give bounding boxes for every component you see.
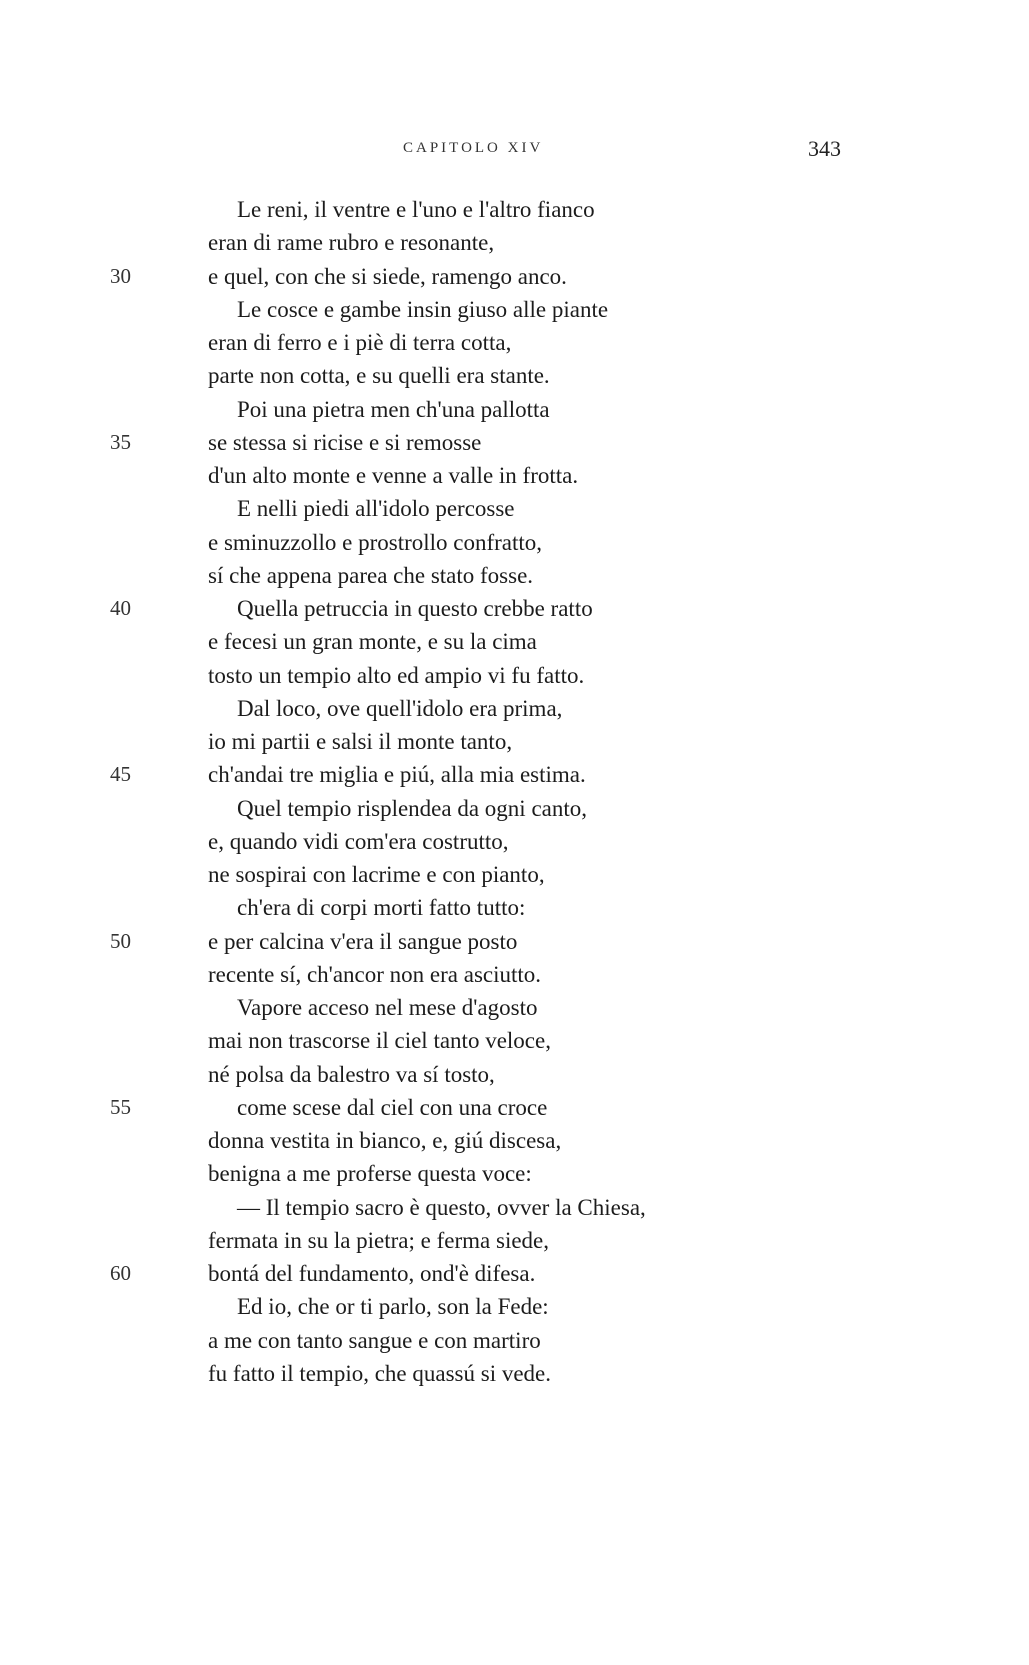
verse-number: 55 — [110, 1094, 131, 1119]
verse-text: a me con tanto sangue e con martiro — [208, 1327, 541, 1353]
verse-line — [0, 526, 1029, 559]
verse-line — [0, 1091, 1029, 1124]
verse-text: come scese dal ciel con una croce — [237, 1094, 548, 1120]
verse-line — [0, 293, 1029, 326]
verse-line — [0, 858, 1029, 891]
verse-line — [0, 193, 1029, 226]
verse-text: e fecesi un gran monte, e su la cima — [208, 629, 537, 655]
verse-line — [0, 1191, 1029, 1224]
verse-number: 50 — [110, 928, 131, 953]
verse-text: e quel, con che si siede, ramengo anco. — [208, 263, 567, 289]
poem-body — [0, 193, 1029, 1390]
verse-line — [0, 1124, 1029, 1157]
verse-line — [0, 559, 1029, 592]
verse-line — [0, 725, 1029, 758]
verse-text: d'un alto monte e venne a valle in frotta. — [208, 463, 579, 488]
verse-line — [0, 1257, 1029, 1290]
running-head: CAPITOLO XIV — [403, 140, 544, 156]
page-header — [0, 136, 1029, 166]
verse-text: sí che appena parea che stato fosse. — [208, 562, 534, 588]
verse-number: 60 — [110, 1261, 131, 1285]
verse-line — [0, 692, 1029, 725]
verse-line — [0, 393, 1029, 426]
verse-text: Dal loco, ove quell'idolo era prima, — [237, 695, 563, 721]
verse-text: eran di rame rubro e resonante, — [208, 230, 495, 256]
verse-number: 45 — [110, 762, 131, 787]
page-number: 343 — [808, 136, 841, 161]
verse-line — [0, 226, 1029, 259]
verse-text: parte non cotta, e su quelli era stante. — [208, 363, 550, 389]
verse-line — [0, 260, 1029, 293]
verse-text: ch'andai tre miglia e piú, alla mia estima. — [208, 762, 586, 788]
verse-text: tosto un tempio alto ed ampio vi fu fatto. — [208, 662, 585, 688]
verse-line — [0, 925, 1029, 958]
verse-text: e, quando vidi com'era costrutto, — [208, 828, 509, 854]
verse-text: Vapore acceso nel mese d'agosto — [237, 995, 538, 1020]
verse-line — [0, 792, 1029, 825]
verse-text: se stessa si ricise e si remosse — [208, 429, 482, 455]
verse-text: Quel tempio risplendea da ogni canto, — [237, 795, 588, 821]
verse-line — [0, 1224, 1029, 1257]
verse-text: Le cosce e gambe insin giuso alle piante — [237, 296, 609, 322]
verse-number: 40 — [110, 596, 131, 620]
verse-number: 35 — [110, 429, 131, 454]
verse-text: Quella petruccia in questo crebbe ratto — [237, 596, 593, 621]
verse-text: Ed io, che or ti parlo, son la Fede: — [237, 1294, 549, 1320]
verse-text: ch'era di corpi morti fatto tutto: — [237, 895, 526, 921]
verse-text: benigna a me proferse questa voce: — [208, 1161, 532, 1187]
verse-line — [0, 426, 1029, 459]
verse-text: bontá del fundamento, ond'è difesa. — [208, 1261, 536, 1286]
verse-line — [0, 958, 1029, 991]
verse-line — [0, 659, 1029, 692]
verse-text: Poi una pietra men ch'una pallotta — [237, 396, 550, 422]
verse-line — [0, 1157, 1029, 1190]
verse-line — [0, 1058, 1029, 1091]
verse-text: fermata in su la pietra; e ferma siede, — [208, 1227, 550, 1253]
verse-line — [0, 1024, 1029, 1057]
verse-text: io mi partii e salsi il monte tanto, — [208, 729, 513, 754]
verse-line — [0, 359, 1029, 392]
verse-text: mai non trascorse il ciel tanto veloce, — [208, 1028, 551, 1054]
verse-line — [0, 991, 1029, 1024]
verse-line — [0, 1357, 1029, 1390]
verse-line — [0, 492, 1029, 525]
verse-line — [0, 592, 1029, 625]
verse-text: né polsa da balestro va sí tosto, — [208, 1061, 495, 1087]
verse-number: 30 — [110, 263, 131, 288]
verse-text: fu fatto il tempio, che quassú si vede. — [208, 1360, 552, 1386]
verse-text: E nelli piedi all'idolo percosse — [237, 496, 515, 522]
verse-line — [0, 326, 1029, 359]
verse-text: donna vestita in bianco, e, giú discesa, — [208, 1128, 562, 1153]
verse-line — [0, 758, 1029, 791]
verse-text: recente sí, ch'ancor non era asciutto. — [208, 961, 542, 987]
verse-line — [0, 825, 1029, 858]
verse-line — [0, 1324, 1029, 1357]
verse-text: — Il tempio sacro è questo, ovver la Chiesa, — [237, 1194, 646, 1220]
verse-text: e per calcina v'era il sangue posto — [208, 928, 518, 954]
verse-line — [0, 625, 1029, 658]
verse-line — [0, 459, 1029, 492]
verse-line — [0, 1290, 1029, 1323]
verse-text: eran di ferro e i piè di terra cotta, — [208, 330, 512, 355]
verse-line — [0, 891, 1029, 924]
verse-text: Le reni, il ventre e l'uno e l'altro fianco — [237, 197, 595, 222]
verse-text: ne sospirai con lacrime e con pianto, — [208, 862, 545, 887]
verse-text: e sminuzzollo e prostrollo confratto, — [208, 529, 543, 555]
